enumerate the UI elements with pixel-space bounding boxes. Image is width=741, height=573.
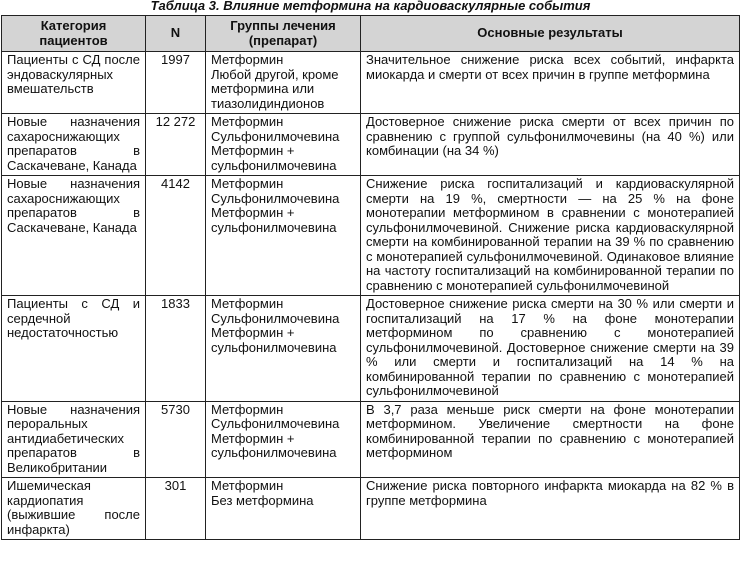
cell-groups	[206, 296, 361, 402]
cell-groups	[206, 478, 361, 540]
cell-n: 12 272	[146, 114, 206, 176]
group-item: Метформин + сульфонилмочевина	[211, 325, 337, 355]
group-item: Метформин	[211, 296, 284, 311]
group-item: Сульфонилмочевина	[211, 128, 340, 144]
cell-results: Достоверное снижение риска смерти от всех причин по сравнению с группой сульфонилмочевины (на 40 %) или комбинации (на 34 %)	[361, 114, 740, 176]
group-item: Метформин + сульфонилмочевина	[211, 430, 337, 460]
cell-results: Снижение риска повторного инфаркта миокарда на 82 % в группе метформина	[361, 478, 740, 540]
cell-category: Пациенты с СД и сердечной недостаточностью	[2, 296, 146, 402]
group-item: Любой другой, кроме метформина или тиазолидиндионов	[211, 66, 339, 111]
cell-n: 5730	[146, 401, 206, 478]
group-item: Сульфонилмочевина	[211, 310, 340, 326]
table-row	[2, 478, 740, 540]
cell-category: Новые назначения пероральных антидиабетических препаратов в Великобритании	[2, 401, 146, 478]
cell-results: Значительное снижение риска всех событий, инфаркта миокарда и смерти от всех причин в группе метформина	[361, 52, 740, 114]
group-item: Без метформина	[211, 492, 314, 508]
cell-n: 301	[146, 478, 206, 540]
table-row	[2, 52, 740, 114]
header-groups: Группы лечения (препарат)	[206, 16, 361, 52]
group-item: Метформин	[211, 401, 284, 417]
table-row	[2, 401, 740, 478]
group-item: Метформин + сульфонилмочевина	[211, 205, 337, 235]
group-item: Метформин	[211, 176, 284, 191]
table-row	[2, 296, 740, 402]
cell-n: 4142	[146, 176, 206, 296]
cell-category: Пациенты с СД после эндоваскулярных вмешательств	[2, 52, 146, 114]
table-caption: Таблица 3. Влияние метформина на кардиоваскулярные события	[150, 0, 591, 13]
group-item: Метформин	[211, 478, 284, 493]
table-header-row	[2, 16, 740, 52]
cell-n: 1833	[146, 296, 206, 402]
cell-category: Ишемическая кардиопатия (выжившие после инфаркта)	[2, 478, 146, 540]
header-n: N	[146, 16, 206, 52]
group-item: Сульфонилмочевина	[211, 190, 340, 206]
cell-results: В 3,7 раза меньше риск смерти на фоне монотерапии метформином. Увеличение смертности на фоне комбинированной терапии по сравнению с монотерапией метформином	[361, 401, 740, 478]
table-row	[2, 114, 740, 176]
group-item: Метформин	[211, 114, 284, 129]
cell-groups	[206, 52, 361, 114]
cell-groups	[206, 176, 361, 296]
group-item: Сульфонилмочевина	[211, 416, 340, 431]
group-item: Метформин	[211, 52, 284, 67]
header-results: Основные результаты	[361, 16, 740, 52]
metformin-cardiovascular-table	[1, 15, 740, 540]
cell-results: Снижение риска госпитализаций и кардиоваскулярной смерти на 19 %, смертности — на 25 % на фоне монотерапии метформином в сравнении с монотерапией сульфонилмочевиной. Снижение риска кардиоваскулярной смерти на комбинированной терапии на 39 % по сравнению с монотерапией сульфонилмочевиной. Одинаковое влияние на частоту госпитализаций на комбинированной терапии по сравнению с монотерапией сульфонилмочевиной	[361, 176, 740, 296]
header-category: Категория пациентов	[2, 16, 146, 52]
cell-n: 1997	[146, 52, 206, 114]
table-row	[2, 176, 740, 296]
group-item: Метформин + сульфонилмочевина	[211, 143, 337, 173]
cell-category: Новые назначения сахароснижающих препаратов в Саскачеване, Канада	[2, 176, 146, 296]
cell-category: Новые назначения сахароснижающих препаратов в Саскачеване, Канада	[2, 114, 146, 176]
cell-results: Достоверное снижение риска смерти на 30 % или смерти и госпитализаций на 17 % на фоне монотерапии метформином по сравнению с монотерапией сульфонилмочевиной. Достоверное снижение смерти на 39 % или смерти и госпитализаций на 14 % на комбинированной терапии по сравнению с монотерапией сульфонилмочевиной	[361, 296, 740, 402]
cell-groups	[206, 401, 361, 478]
cell-groups	[206, 114, 361, 176]
